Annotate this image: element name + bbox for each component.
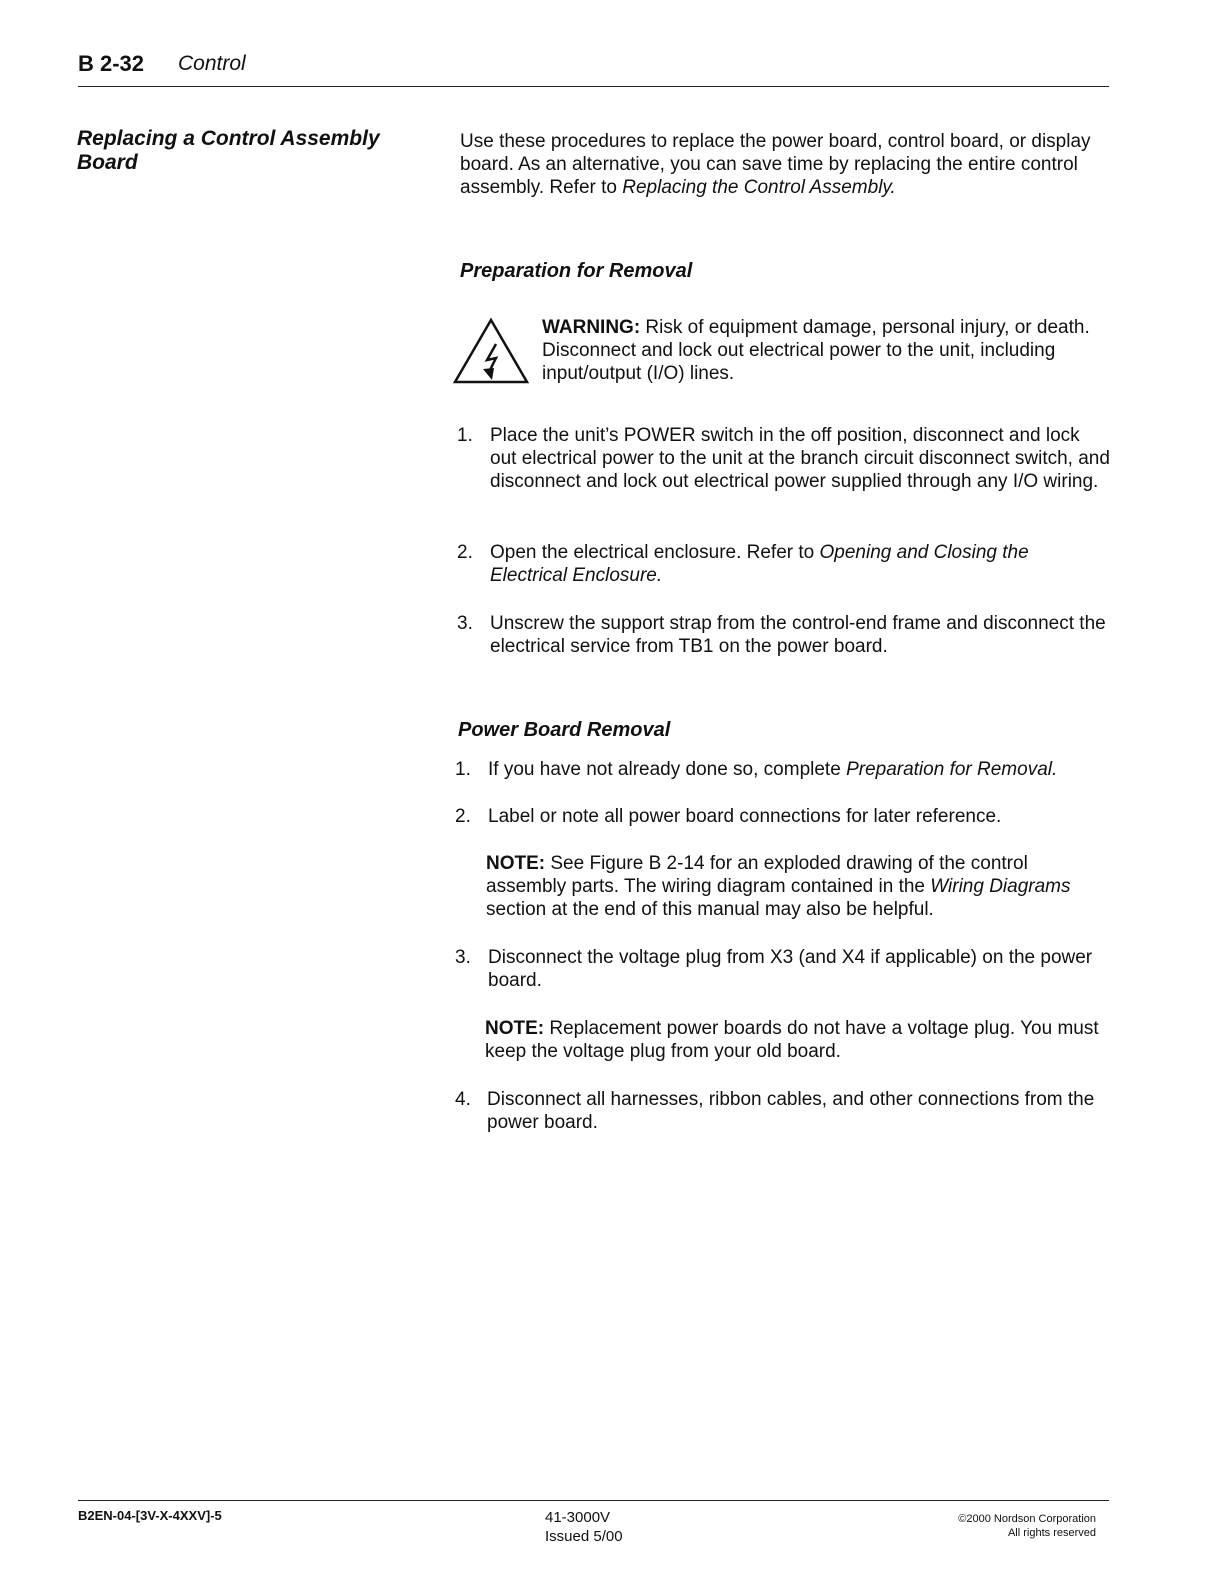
- intro-reference: Replacing the Control Assembly.: [622, 177, 896, 198]
- prep-step-text: Open the electrical enclosure. Refer to Opening and Closing the Electrical Enclosure.: [490, 542, 1029, 586]
- electrical-hazard-icon: [452, 316, 530, 386]
- power-step-text: Label or note all power board connections for later reference.: [488, 806, 1002, 827]
- power-board-heading: Power Board Removal: [458, 719, 671, 741]
- prep-step-number: 2.: [457, 542, 473, 563]
- copyright: ©2000 Nordson Corporation: [958, 1513, 1096, 1525]
- note-label: NOTE:: [486, 853, 546, 874]
- prep-step-number: 1.: [457, 425, 473, 446]
- rights-reserved: All rights reserved: [1007, 1527, 1096, 1539]
- prep-step-text: Place the unit’s POWER switch in the off position, disconnect and lock out electrical power to the unit at the branch circuit disconnect switch, and disconnect and lock out electrical power supplied through any I/O wiring.: [490, 425, 1110, 492]
- prep-step-text: Unscrew the support strap from the control-end frame and disconnect the electrical service from TB1 on the power board.: [490, 613, 1106, 657]
- header-rule: [78, 86, 1109, 87]
- warning-message: [542, 316, 1102, 385]
- document-code: B2EN-04-[3V-X-4XXV]-5: [78, 1508, 222, 1523]
- note-reference: Wiring Diagrams: [930, 876, 1071, 897]
- note-paragraph: NOTE: See Figure B 2-14 for an exploded drawing of the control assembly parts. The wiring diagram contained in the Wiring Diagrams section at the end of this manual may also be helpful.: [486, 853, 1071, 920]
- intro-paragraph: [460, 130, 1100, 199]
- power-step-number: 1.: [455, 759, 471, 780]
- prep-step-number: 3.: [457, 613, 473, 634]
- issue-date: Issued 5/00: [545, 1528, 623, 1545]
- part-number: 41-3000V: [545, 1509, 611, 1526]
- power-step-reference: Preparation for Removal.: [846, 759, 1058, 780]
- power-step-number: 3.: [455, 947, 471, 968]
- footer-rule: [78, 1500, 1109, 1501]
- note-paragraph: NOTE: Replacement power boards do not have a voltage plug. You must keep the voltage plug from your old board.: [485, 1018, 1099, 1062]
- prep-step-reference: Opening and Closing the Electrical Enclosure.: [490, 542, 1029, 586]
- section-name: Control: [178, 52, 246, 75]
- warning-text: Risk of equipment damage, personal injury, or death. Disconnect and lock out electrical power to the unit, including input/output (I/O) lines.: [542, 317, 1090, 384]
- page-number: B 2-32: [78, 51, 145, 76]
- note-label: NOTE:: [485, 1018, 545, 1039]
- power-step-number: 4.: [455, 1089, 471, 1110]
- side-heading: Replacing a Control Assembly Board: [77, 127, 380, 174]
- power-step-text: Disconnect the voltage plug from X3 (and X4 if applicable) on the power board.: [488, 947, 1093, 991]
- part-number-block: [545, 1508, 623, 1546]
- power-step-number: 2.: [455, 806, 471, 827]
- warning-label: WARNING:: [542, 317, 641, 338]
- power-step-text: Disconnect all harnesses, ribbon cables, and other connections from the power board.: [487, 1089, 1095, 1133]
- power-step-text: If you have not already done so, complete Preparation for Removal.: [488, 759, 1058, 780]
- copyright-block: [958, 1512, 1096, 1540]
- preparation-heading: Preparation for Removal: [460, 260, 693, 282]
- intro-text: Use these procedures to replace the power board, control board, or display board. As an alternative, you can save time by replacing the entire control assembly. Refer to: [460, 131, 1091, 198]
